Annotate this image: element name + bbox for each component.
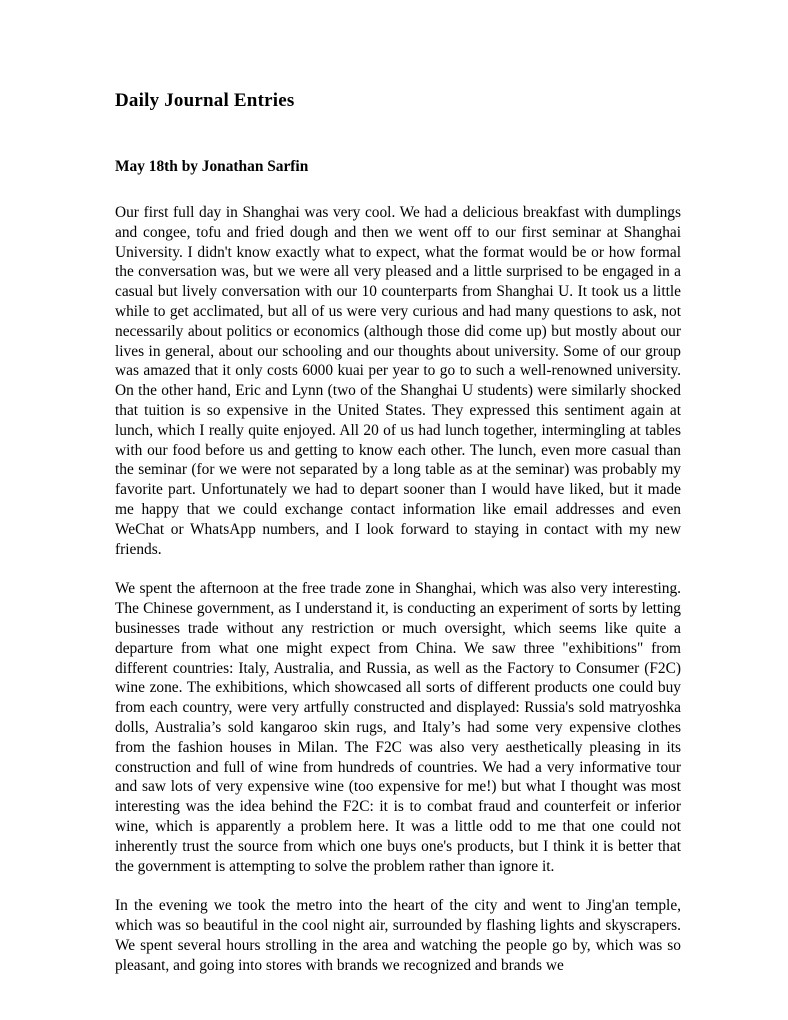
- journal-paragraph-1: Our first full day in Shanghai was very cool. We had a delicious breakfast with dumplings and congee, tofu and fried dough and then we went off to our first seminar at Shanghai University. I didn't know exactly what to expect, what the format would be or how formal the conversation was, but we were all very pleased and a little surprised to be engaged in a casual but lively conversation with our 10 counterparts from Shanghai U. It took us a little while to get acclimated, but all of us were very curious and had many questions to ask, not necessarily about politics or economics (although those did come up) but mostly about our lives in general, about our schooling and our thoughts about university. Some of our group was amazed that it only costs 6000 kuai per year to go to such a well-renowned university. On the other hand, Eric and Lynn (two of the Shanghai U students) were similarly shocked that tuition is so expensive in the United States. They expressed this sentiment again at lunch, which I really quite enjoyed. All 20 of us had lunch together, intermingling at tables with our food before us and getting to know each other. The lunch, even more casual than the seminar (for we were not separated by a long table as at the seminar) was probably my favorite part. Unfortunately we had to depart sooner than I would have liked, but it made me happy that we could exchange contact information like email addresses and even WeChat or WhatsApp numbers, and I look forward to staying in contact with my new friends.: [115, 204, 681, 558]
- journal-paragraph-2: We spent the afternoon at the free trade zone in Shanghai, which was also very interesting. The Chinese government, as I understand it, is conducting an experiment of sorts by letting businesses trade without any restriction or much oversight, which seems like quite a departure from what one might expect from China. We saw three "exhibitions" from different countries: Italy, Australia, and Russia, as well as the Factory to Consumer (F2C) wine zone. The exhibitions, which showcased all sorts of different products one could buy from each country, were very artfully constructed and displayed: Russia's sold matryoshka dolls, Australia’s sold kangaroo skin rugs, and Italy’s had some very expensive clothes from the fashion houses in Milan. The F2C was also very aesthetically pleasing in its construction and full of wine from hundreds of countries. We had a very informative tour and saw lots of very expensive wine (too expensive for me!) but what I thought was most interesting was the idea behind the F2C: it is to combat fraud and counterfeit or inferior wine, which is apparently a problem here. It was a little odd to me that one could not inherently trust the source from which one buys one's products, but I think it is better that the government is attempting to solve the problem rather than ignore it.: [115, 580, 681, 875]
- entry-heading: May 18th by Jonathan Sarfin: [115, 157, 309, 175]
- document-title: Daily Journal Entries: [115, 90, 295, 111]
- journal-paragraph-3: In the evening we took the metro into the heart of the city and went to Jing'an temple, which was so beautiful in the cool night air, surrounded by flashing lights and skyscrapers. We spent several hours strolling in the area and watching the people go by, which was so pleasant, and going into stores with brands we recognized and brands we: [115, 897, 681, 974]
